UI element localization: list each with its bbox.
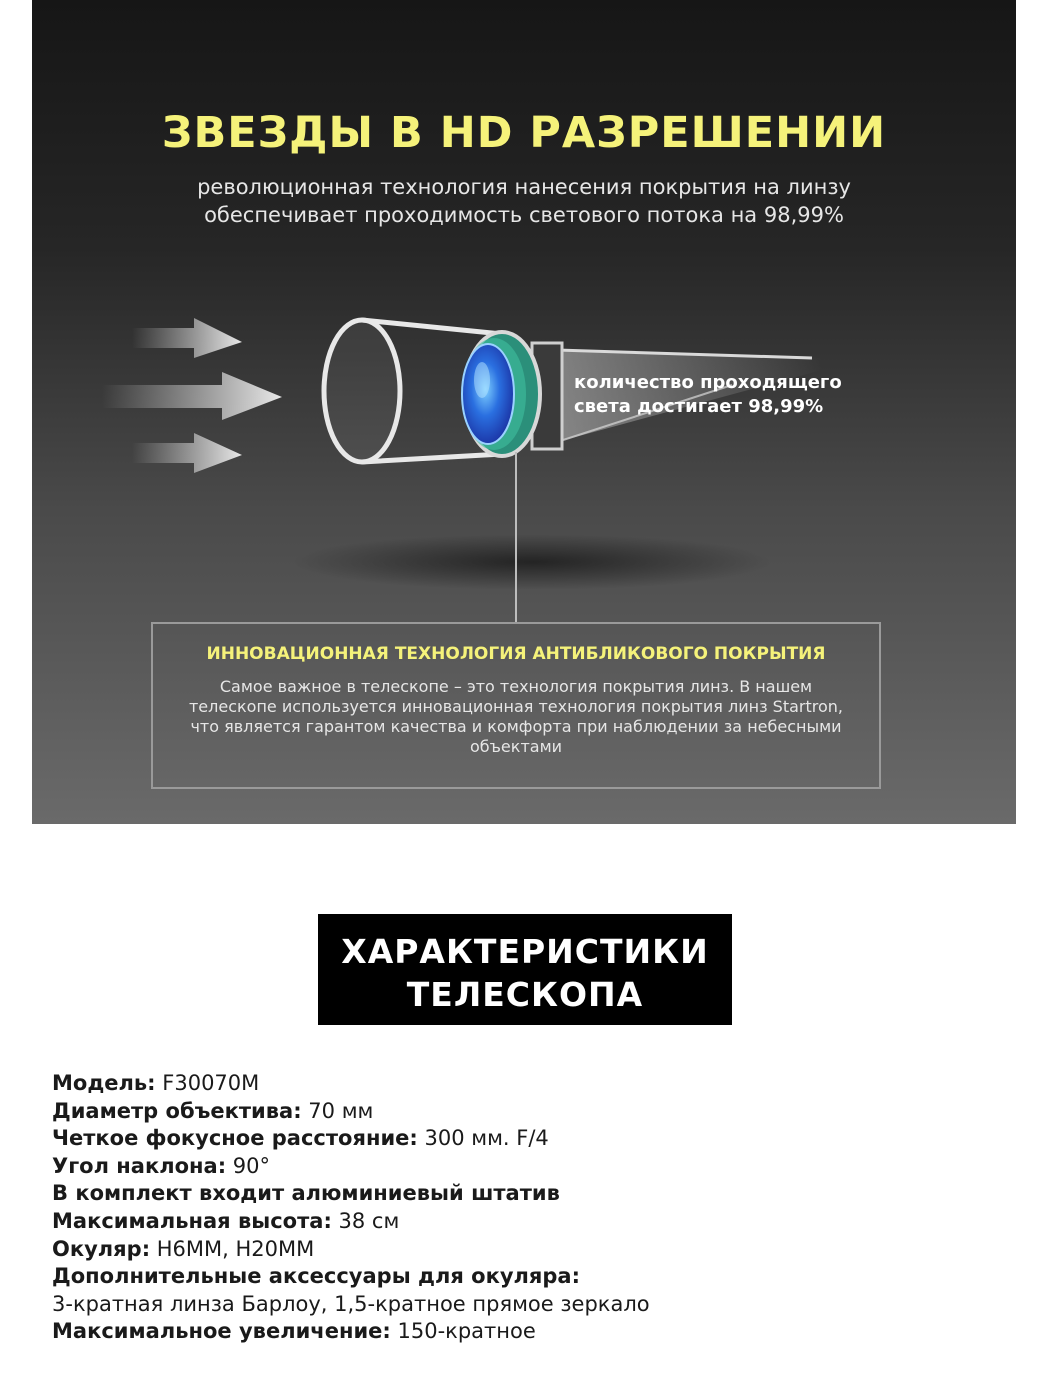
spec-value: F30070M	[155, 1071, 260, 1095]
arrow-icon	[132, 318, 242, 358]
spec-key: Окуляр:	[52, 1236, 151, 1261]
telescope-illustration	[32, 290, 1016, 630]
hero-subtitle: революционная технология нанесения покрытия на линзу обеспечивает проходимость светового потока на 98,99%	[197, 175, 851, 227]
spec-value: 300 мм. F/4	[417, 1126, 549, 1151]
spec-value: 38 см	[331, 1208, 400, 1233]
spec-item	[52, 1236, 1012, 1264]
spec-value: H6MM, H20MM	[150, 1236, 315, 1261]
spec-value: 70 мм	[301, 1098, 374, 1123]
spec-item	[52, 1318, 1012, 1346]
info-box-text: Самое важное в телескопе – это технология покрытия линз. В нашем телескопе используется инновационная технология покрытия линз Startron, что является гарантом качества и комфорта при наблюдении за небесными объектами	[188, 677, 844, 756]
spec-key: Четкое фокусное расстояние:	[52, 1126, 418, 1151]
spec-item	[52, 1208, 1012, 1236]
spec-item	[52, 1098, 1012, 1126]
drop-shadow	[292, 534, 772, 590]
hero-panel	[32, 0, 1016, 824]
spec-key: Угол наклона:	[52, 1153, 227, 1178]
info-box	[151, 622, 881, 789]
arrow-icon	[102, 372, 282, 420]
telescope-tube	[324, 320, 562, 462]
spec-item	[52, 1125, 1012, 1153]
spec-key: Максимальная высота:	[52, 1208, 332, 1233]
spec-item	[52, 1153, 1012, 1181]
spec-key: Дополнительные аксессуары для окуляра:	[52, 1264, 580, 1289]
lens-icon	[462, 344, 514, 444]
spec-item	[52, 1291, 1012, 1319]
hero-title: ЗВЕЗДЫ В HD РАЗРЕШЕНИИ	[161, 108, 887, 158]
spec-item	[52, 1263, 1012, 1291]
info-box-title: ИННОВАЦИОННАЯ ТЕХНОЛОГИЯ АНТИБЛИКОВОГО ПОКРЫТИЯ	[206, 644, 826, 664]
specs-header-line: ТЕЛЕСКОПА	[406, 975, 644, 1014]
spec-item	[52, 1180, 1012, 1208]
spec-key: В комплект входит алюминиевый штатив	[52, 1181, 560, 1206]
specs-header	[318, 914, 732, 1025]
light-note: количество проходящего света достигает 98,99%	[574, 372, 842, 417]
spec-key: Диаметр объектива:	[52, 1098, 302, 1123]
spec-key: Модель:	[52, 1071, 156, 1095]
spec-key: Максимальное увеличение:	[52, 1319, 391, 1344]
spec-value: 90°	[226, 1153, 271, 1178]
light-arrows	[102, 318, 282, 473]
specs-list	[52, 1070, 1012, 1346]
spec-value: 3-кратная линза Барлоу, 1,5-кратное прямое зеркало	[52, 1291, 650, 1316]
specs-header-line: ХАРАКТЕРИСТИКИ	[341, 932, 709, 971]
spec-item	[52, 1070, 1012, 1098]
arrow-icon	[132, 433, 242, 473]
spec-value: 150-кратное	[390, 1319, 536, 1344]
